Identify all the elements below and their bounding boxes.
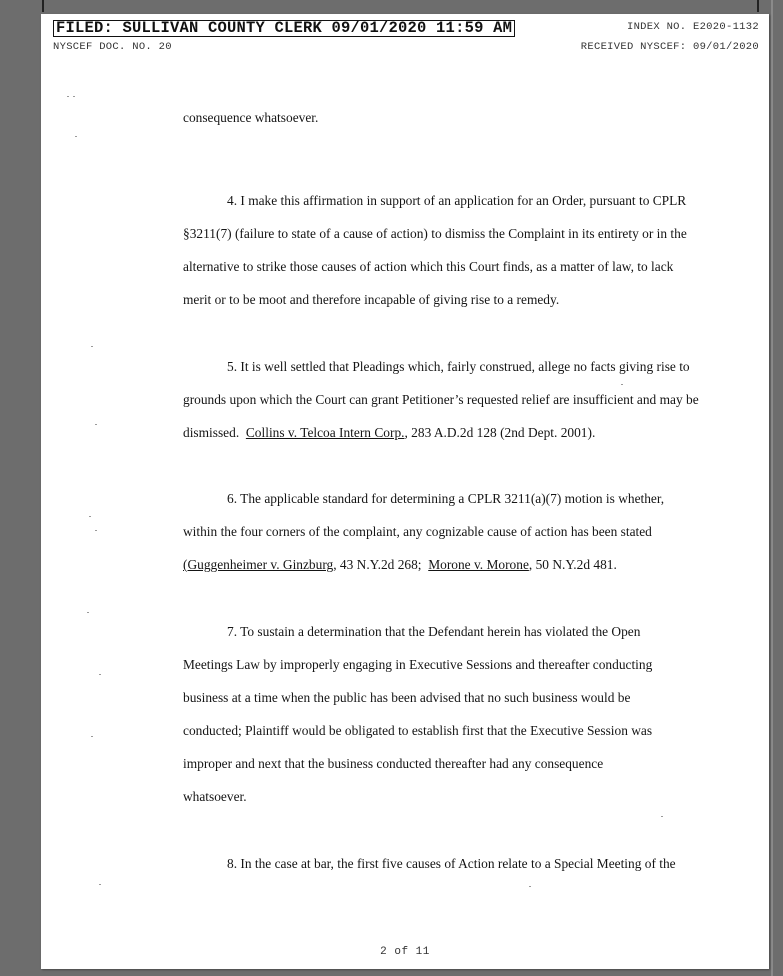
- text-line: within the four corners of the complaint, any cognizable cause of action has been stated: [183, 524, 652, 539]
- scan-speck: [99, 884, 101, 885]
- scan-speck: [91, 346, 93, 347]
- case-citation: Morone v. Morone: [428, 557, 529, 572]
- text-line: conducted; Plaintiff would be obligated to establish first that the Executive Session was: [183, 723, 653, 738]
- text-line: whatsoever.: [183, 789, 247, 804]
- text-line: [183, 557, 617, 573]
- scan-speck: [621, 384, 623, 385]
- text-line: 6. The applicable standard for determining a CPLR 3211(a)(7) motion is whether,: [227, 491, 665, 506]
- nyscef-doc-number: NYSCEF DOC. NO. 20: [53, 41, 172, 53]
- scan-speck: [95, 424, 97, 425]
- text-line: merit or to be moot and therefore incapable of giving rise to a remedy.: [183, 292, 560, 307]
- scan-speck: [89, 516, 91, 517]
- scrollbar-track[interactable]: [771, 0, 773, 976]
- scan-speck: [661, 816, 663, 817]
- filed-stamp: FILED: SULLIVAN COUNTY CLERK 09/01/2020 11:59 AM: [53, 20, 515, 37]
- scan-speck: [73, 96, 75, 97]
- text-segment: , 50 N.Y.2d 481.: [528, 557, 617, 572]
- scan-speck: [529, 886, 531, 887]
- scan-speck: [87, 612, 89, 613]
- text-segment: dismissed.: [183, 425, 240, 440]
- page-number: 2 of 11: [380, 946, 430, 958]
- scan-speck: [99, 674, 101, 675]
- text-line: [183, 425, 595, 441]
- text-line: §3211(7) (failure to state of a cause of action) to dismiss the Complaint in its entirety or in the: [183, 226, 687, 241]
- text-line: improper and next that the business conducted thereafter had any consequence: [183, 756, 604, 771]
- text-segment: , 283 A.D.2d 128 (2nd Dept. 2001).: [404, 425, 596, 440]
- text-line: grounds upon which the Court can grant Petitioner’s requested relief are insufficient and may be: [183, 392, 699, 407]
- scan-speck: [95, 530, 97, 531]
- text-line: alternative to strike those causes of action which this Court finds, as a matter of law, to lack: [183, 259, 674, 274]
- scan-speck: [75, 136, 77, 137]
- received-date: RECEIVED NYSCEF: 09/01/2020: [580, 41, 759, 53]
- text-segment: , 43 N.Y.2d 268;: [333, 557, 422, 572]
- case-citation: Collins v. Telcoa Intern Corp.: [245, 425, 405, 440]
- text-line: 7. To sustain a determination that the Defendant herein has violated the Open: [227, 624, 641, 639]
- previous-page-edge: [42, 0, 759, 12]
- text-line: 4. I make this affirmation in support of an application for an Order, pursuant to CPLR: [227, 193, 687, 208]
- scan-speck: [91, 736, 93, 737]
- case-citation: (Guggenheimer v. Ginzburg: [183, 557, 334, 572]
- text-line: 5. It is well settled that Pleadings which, fairly construed, allege no facts giving rise to: [227, 359, 690, 374]
- scan-speck: [67, 96, 69, 97]
- text-line: 8. In the case at bar, the first five causes of Action relate to a Special Meeting of the: [227, 856, 676, 871]
- index-number: INDEX NO. E2020-1132: [626, 21, 759, 33]
- document-page: [41, 14, 769, 969]
- text-line: business at a time when the public has been advised that no such business would be: [183, 690, 631, 705]
- window-top-strip: [0, 0, 783, 12]
- text-line: Meetings Law by improperly engaging in Executive Sessions and thereafter conducting: [183, 657, 653, 672]
- text-line: consequence whatsoever.: [183, 110, 319, 125]
